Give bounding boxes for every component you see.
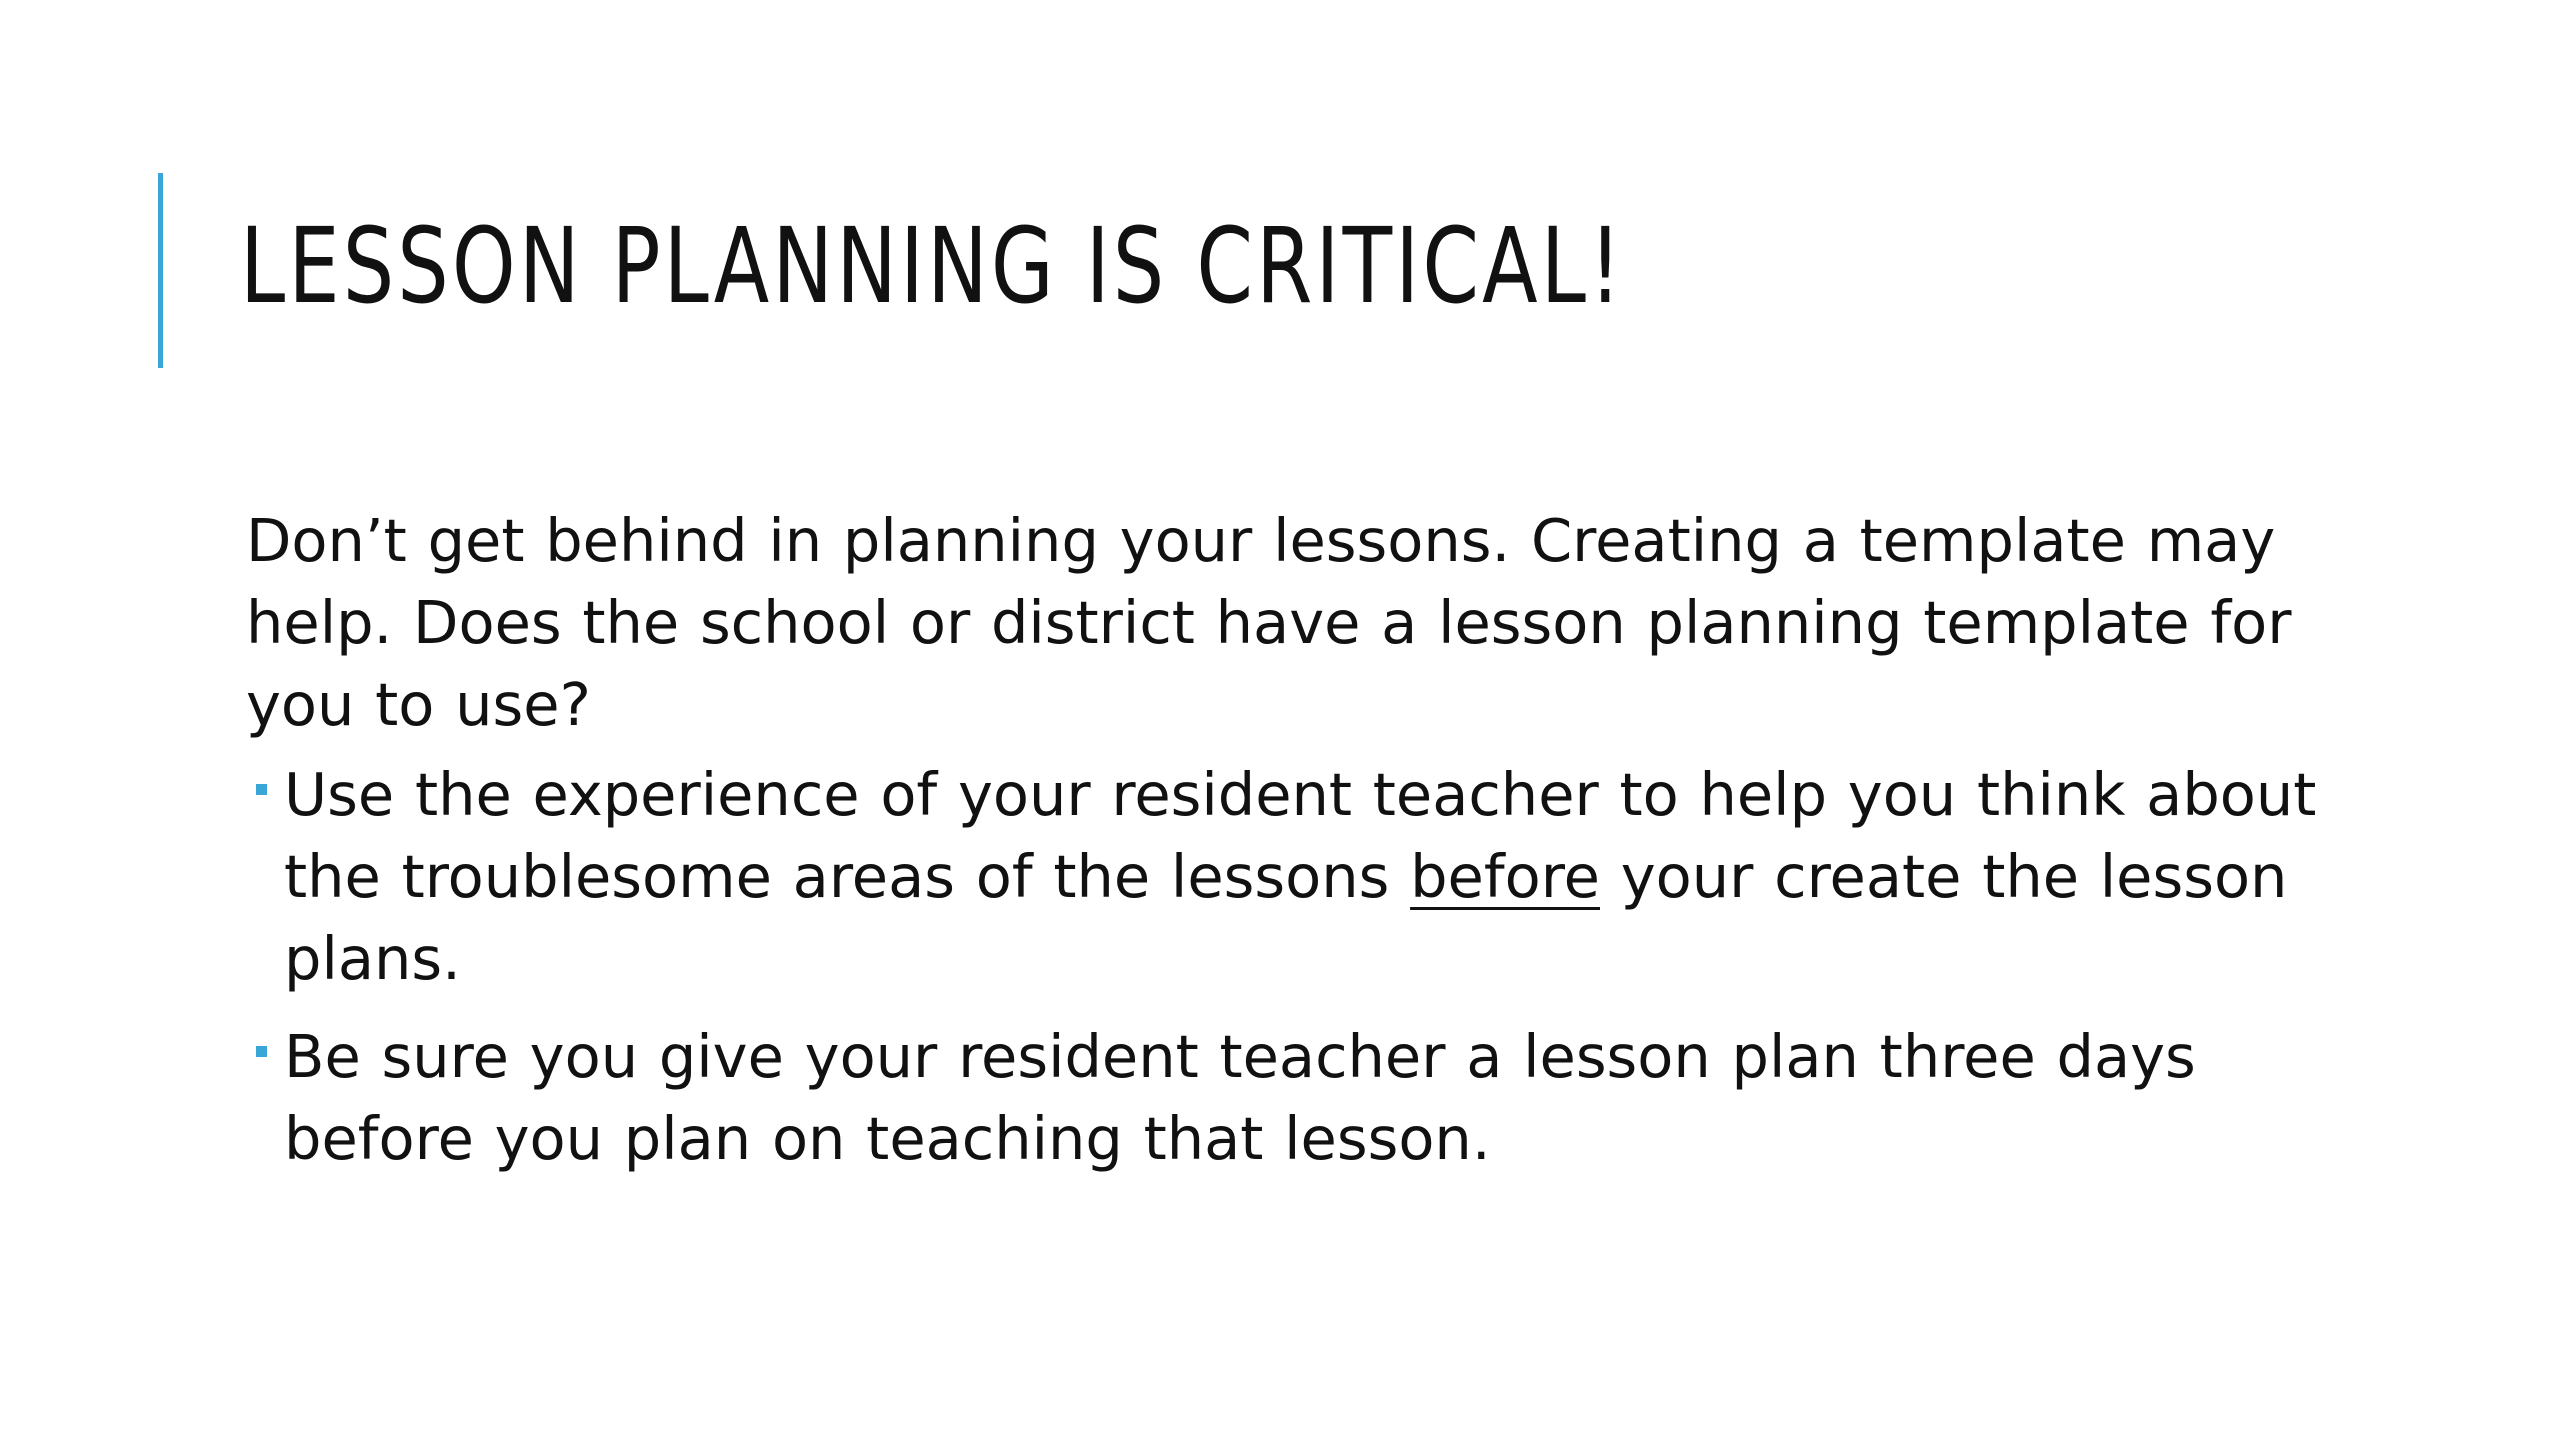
slide-title: LESSON PLANNING IS CRITICAL! <box>240 205 1625 327</box>
bullet-item <box>246 1016 2326 1180</box>
bullet-item <box>246 754 2326 1000</box>
bullet-text: Be sure you give your resident teacher a lesson plan three days before you plan on teaching that lesson. <box>284 1022 2196 1173</box>
title-accent-bar <box>158 173 163 368</box>
bullet-text-end: your create the lesson plans. <box>284 842 2288 993</box>
square-bullet-icon <box>256 784 267 795</box>
bullet-list <box>246 754 2326 1180</box>
intro-paragraph: Don’t get behind in planning your lessons. Creating a template may help. Does the school or district have a lesson planning template for you to use? <box>246 506 2292 739</box>
bullet-text-start: Use the experience of your resident teacher to help you think about the troublesome areas of the lessons <box>284 760 2317 911</box>
slide-body <box>246 500 2326 1196</box>
square-bullet-icon <box>256 1046 267 1057</box>
underlined-word: before <box>1410 842 1600 911</box>
